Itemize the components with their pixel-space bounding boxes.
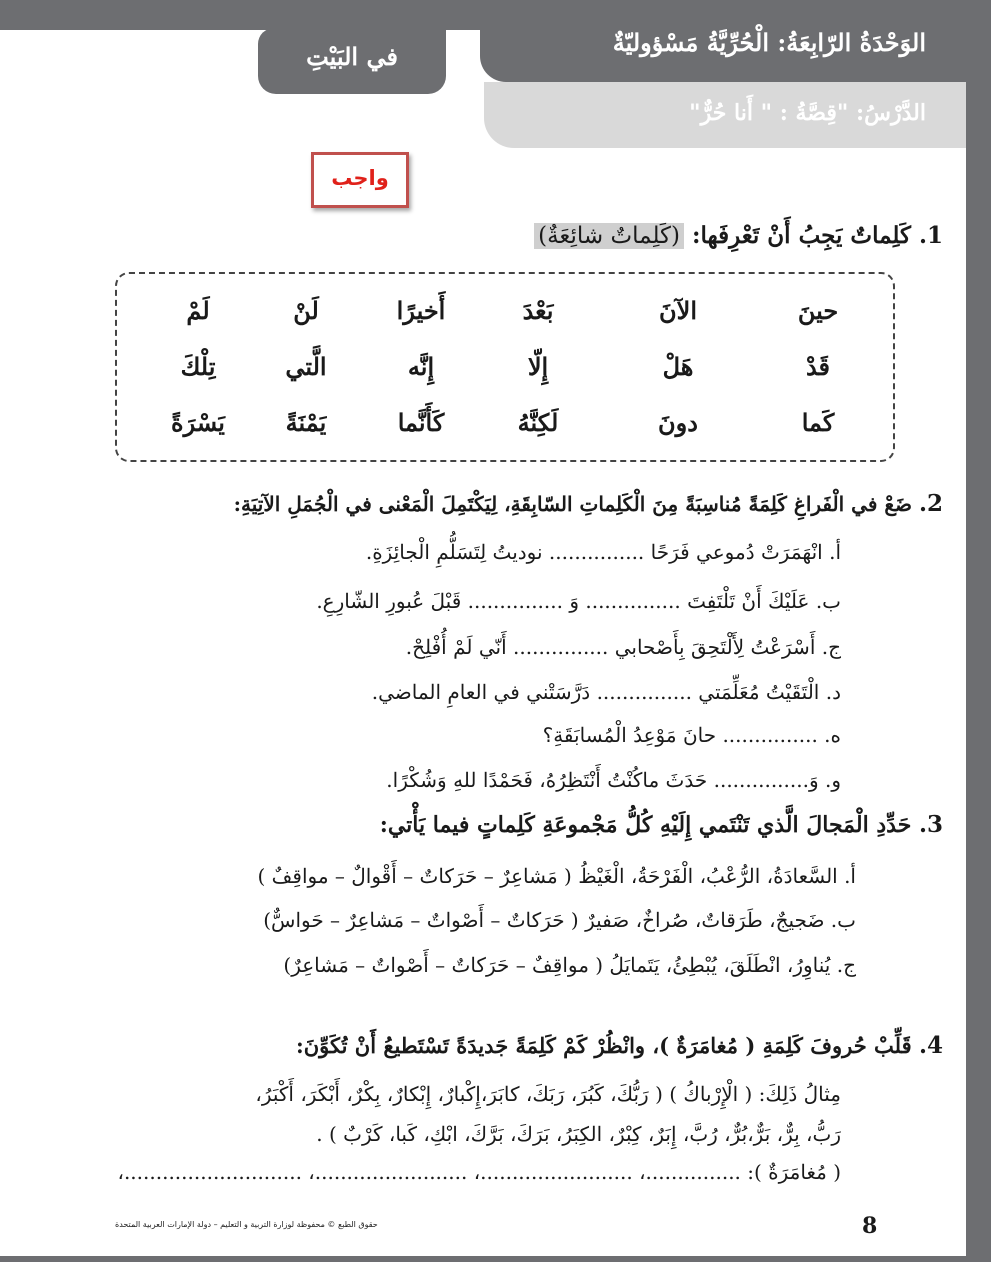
word-item: لَنْ bbox=[293, 296, 319, 325]
fill-sentence: و. وَ............... حَدَثَ ماكُنْتُ أَنْتَظِرُهُ، فَحَمْدًا للهِ وَشُكْرًا. bbox=[386, 768, 841, 792]
question-tag: (كَلِماتٌ شائِعَةٌ) bbox=[534, 223, 684, 249]
classify-item: ب. ضَجيجٌ، طَرَقاتٌ، صُراخٌ، صَفيرٌ ( حَرَكاتٌ – أَصْواتٌ – مَشاعِرٌ – حَواسٌّ) bbox=[263, 908, 856, 932]
fill-sentence: د. الْتَقَيْتُ مُعَلِّمَتي ............... دَرَّسَتْني في العامِ الماضي. bbox=[371, 680, 841, 704]
word-item: لَمْ bbox=[186, 296, 210, 325]
page-number: 8 bbox=[862, 1213, 878, 1239]
word-item: لَكِنَّهُ bbox=[517, 408, 559, 437]
word-item: هَلْ bbox=[662, 352, 694, 381]
copyright-note: حقوق الطبع © محفوظة لوزارة التربية و التعليم – دولة الإمارات العربية المتحدة bbox=[115, 1220, 378, 1229]
example-line: مِثالُ ذَلِكَ: ( الْإِرْباكُ ) ( رَبُّكَ، كَبُرَ، رَبَكَ، كابَرَ،إِكْبارٌ، إِبْكارٌ، بِكْرٌ، أَبْكَرَ، أَكْبَرُ، bbox=[255, 1082, 841, 1106]
unit-banner bbox=[480, 0, 966, 82]
question-4 bbox=[296, 1032, 943, 1059]
home-tab: في البَيْتِ bbox=[258, 28, 446, 94]
page-bottom-bar bbox=[0, 1256, 991, 1262]
question-text: كَلِماتٌ يَجِبُ أَنْ تَعْرِفَها: bbox=[692, 222, 911, 249]
lesson-banner bbox=[484, 82, 966, 148]
page-edge-bar bbox=[966, 0, 991, 1262]
lesson-title: الدَّرْسُ: "قِصَّةُ : " أَنا حُرٌّ" bbox=[689, 100, 926, 126]
word-item: كَأَنَّما bbox=[397, 408, 445, 437]
word-item: حينَ bbox=[797, 296, 839, 325]
word-item: يَسْرَةً bbox=[171, 408, 225, 437]
unit-title: الوَحْدَةُ الرّابِعَةُ: الْحُرِّيَّةُ مَسْؤوليّةٌ bbox=[612, 28, 926, 57]
classify-item: ج. يُناوِرُ، انْطَلَقَ، يُبْطِئُ، يَتَمايَلُ ( مواقِفٌ – حَرَكاتٌ – أَصْواتٌ – مَشاعِرٌ) bbox=[283, 953, 856, 977]
homework-label: واجب bbox=[311, 152, 409, 208]
word-item: تِلْكَ bbox=[180, 352, 216, 381]
classify-item: أ. السَّعادَةُ، الرُّعْبُ، الْفَرْحَةُ، الْغَيْظُ ( مَشاعِرٌ – حَرَكاتٌ – أَقْوالٌ – مواقِفٌ ) bbox=[257, 864, 856, 888]
word-item: دونَ bbox=[658, 408, 698, 437]
question-text: ضَعْ في الْفَراغِ كَلِمَةً مُناسِبَةً مِنَ الْكَلِماتِ السّابِقَةِ، لِيَكْتَمِلَ الْمَعْنى في الْجُمَلِ الآتِيَةِ: bbox=[233, 492, 912, 516]
question-2 bbox=[234, 490, 943, 517]
fill-sentence: ب. عَلَيْكَ أَنْ تَلْتَفِتَ ............... وَ ............... قَبْلَ عُبورِ الشّارِعِ. bbox=[316, 589, 841, 613]
fill-sentence: ج. أَسْرَعْتُ لِأَلْتَحِقَ بِأَصْحابي ............... أَنّي لَمْ أُفْلِحْ. bbox=[405, 635, 841, 659]
word-item: إِنَّه bbox=[407, 352, 435, 381]
question-3 bbox=[380, 811, 943, 838]
question-number: 3. bbox=[918, 811, 943, 838]
example-line: رَبُّ، بِرٌّ، بَرٌّ،بُرٌّ، رُبَّ، إِبَرٌ، كِبْرٌ، الكِبَرُ، بَرَكَ، بَرَّكَ، ابْكِ، كَبا، كَرْبٌ ) . bbox=[316, 1122, 841, 1146]
question-number: 1. bbox=[918, 222, 943, 249]
fill-sentence: ه. ............... حانَ مَوْعِدُ الْمُسابَقَةِ؟ bbox=[542, 723, 841, 747]
word-item: قَدْ bbox=[805, 352, 831, 381]
question-number: 4. bbox=[918, 1032, 943, 1059]
common-words-box bbox=[115, 272, 895, 462]
word-item: الَّتي bbox=[285, 352, 327, 381]
word-item: بَعْدَ bbox=[522, 296, 554, 325]
question-text: حَدِّدِ الْمَجالَ الَّذي تَنْتَمي إِلَيْهِ كُلُّ مَجْموعَةِ كَلِماتٍ فيما يَأْتي: bbox=[379, 812, 912, 838]
fill-sentence: أ. انْهَمَرَتْ دُموعي فَرَحًا ............... نوديتُ لِتَسَلُّمِ الْجائِزَةِ. bbox=[365, 540, 841, 564]
word-item: يَمْنَةً bbox=[285, 408, 327, 437]
question-number: 2. bbox=[918, 490, 943, 517]
question-text: قَلِّبْ حُروفَ كَلِمَةِ ( مُغامَرَةٌ )، وانْظُرْ كَمْ كَلِمَةً جَديدَةً تَسْتَطيعُ أَنْ تُكَوِّنَ: bbox=[296, 1033, 912, 1058]
word-item: أَخيرًا bbox=[396, 296, 446, 325]
question-1 bbox=[534, 222, 943, 249]
word-item: الآنَ bbox=[659, 296, 697, 325]
word-item: إِلّا bbox=[527, 352, 549, 381]
answer-line: ( مُغامَرَةٌ ): ...............، ........................، ........................، ............................، bbox=[117, 1160, 841, 1184]
word-item: كَما bbox=[801, 408, 835, 437]
